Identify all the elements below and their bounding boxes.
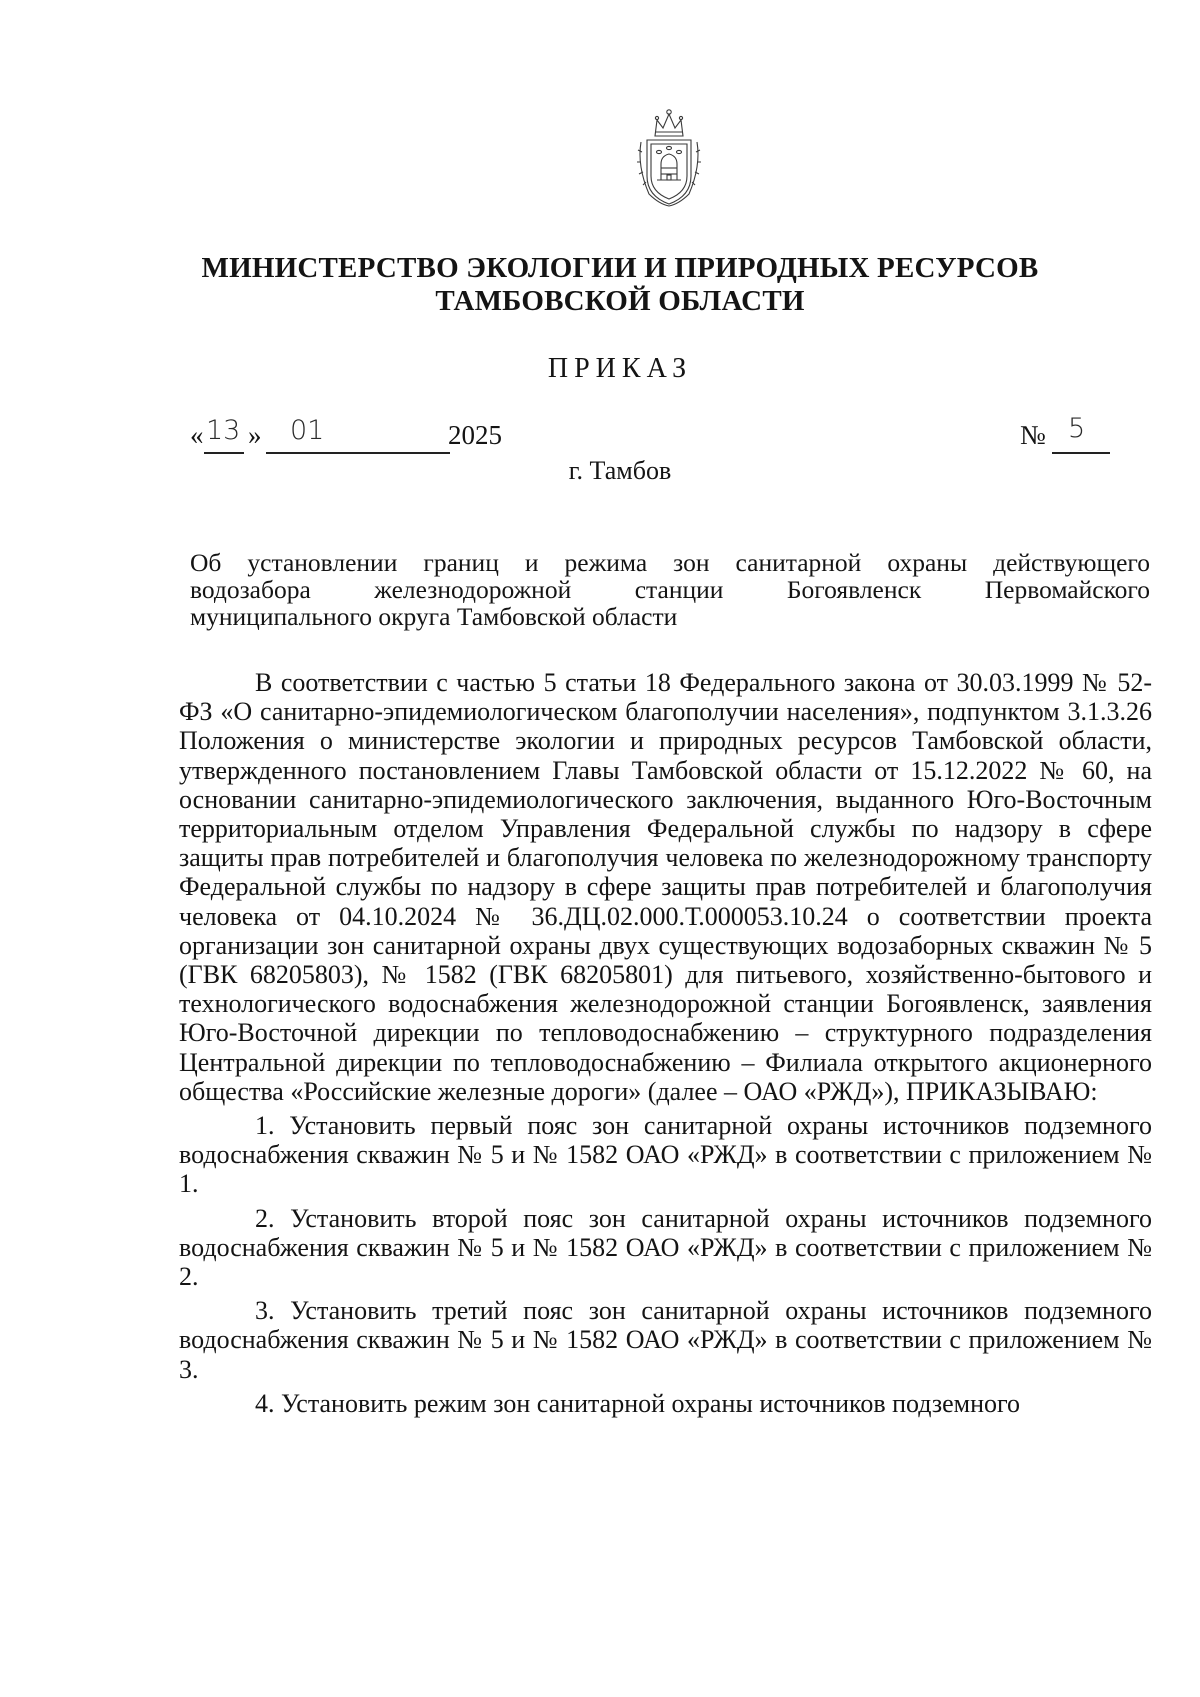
order-number-underline bbox=[1052, 452, 1110, 454]
order-subject bbox=[190, 549, 1150, 630]
date-day: 13 bbox=[206, 415, 241, 446]
order-item-4: 4. Установить режим зон санитарной охраны источников подземного bbox=[255, 1388, 1021, 1418]
ministry-name-line2: ТАМБОВСКОЙ ОБЛАСТИ bbox=[435, 285, 805, 317]
order-number-value: 5 bbox=[1068, 413, 1086, 444]
date-month: 01 bbox=[290, 415, 325, 446]
date-day-underline bbox=[204, 452, 244, 454]
order-item-2: 2. Установить второй пояс зон санитарной охраны источников подземного водоснабжения скважин № 5 и № 1582 ОАО «РЖД» в соответствии с приложением № 2. bbox=[179, 1203, 1152, 1292]
date-month-underline bbox=[266, 452, 450, 454]
order-item-3: 3. Установить третий пояс зон санитарной охраны источников подземного водоснабжения скважин № 5 и № 1582 ОАО «РЖД» в соответствии с приложением № 3. bbox=[179, 1296, 1152, 1384]
order-subject-line2: водозабора железнодорожной станции Богоявленск Первомайского bbox=[190, 575, 1150, 604]
order-number-label: № bbox=[1020, 420, 1046, 450]
order-title: ПРИКАЗ bbox=[547, 353, 693, 384]
order-subject-line3: муниципального округа Тамбовской области bbox=[190, 602, 678, 631]
order-date-number-row bbox=[190, 413, 1090, 458]
city-name: г. Тамбов bbox=[568, 456, 672, 485]
order-subject-line1: Об установлении границ и режима зон санитарной охраны действующего bbox=[190, 548, 1150, 577]
date-year: 2025 bbox=[448, 420, 502, 450]
ministry-name-line1: МИНИСТЕРСТВО ЭКОЛОГИИ И ПРИРОДНЫХ РЕСУРСОВ bbox=[201, 252, 1039, 284]
order-body bbox=[179, 668, 1152, 1418]
coat-of-arms-icon bbox=[633, 106, 705, 208]
date-close-quote: » bbox=[248, 420, 262, 450]
ministry-name bbox=[0, 252, 1200, 318]
order-preamble: В соответствии с частью 5 статьи 18 Федерального закона от 30.03.1999 № 52-ФЗ «О санитарно-эпидемиологическом благополучии населения», подпунктом 3.1.3.26 Положения о министерстве экологии и природных ресурсов Тамбовской области, утвержденного постановлением Главы Тамбовской области от 15.12.2022 № 60, на основании санитарно-эпидемиологического заключения, выданного Юго-Восточным территориальным отделом Управления Федеральной службы по надзору в сфере защиты прав потребителей и благополучия человека по железнодорожному транспорту Федеральной службы по надзору в сфере защиты прав потребителей и благополучия человека от 04.10.2024 № 36.ДЦ.02.000.Т.000053.10.24 о соответствии проекта организации зон санитарной охраны двух существующих водозаборных скважин № 5 (ГВК 68205803), № 1582 (ГВК 68205801) для питьевого, хозяйственно-бытового и технологического водоснабжения железнодорожной станции Богоявленск, заявления Юго-Восточной дирекции по тепловодоснабжению – структурного подразделения Центральной дирекции по тепловодоснабжению – Филиала открытого акционерного общества «Российские железные дороги» (далее – ОАО «РЖД»), ПРИКАЗЫВАЮ: bbox=[179, 668, 1152, 1106]
date-open-quote: « bbox=[190, 420, 204, 450]
order-item-1: 1. Установить первый пояс зон санитарной охраны источников подземного водоснабжения скважин № 5 и № 1582 ОАО «РЖД» в соответствии с приложением № 1. bbox=[179, 1111, 1152, 1199]
